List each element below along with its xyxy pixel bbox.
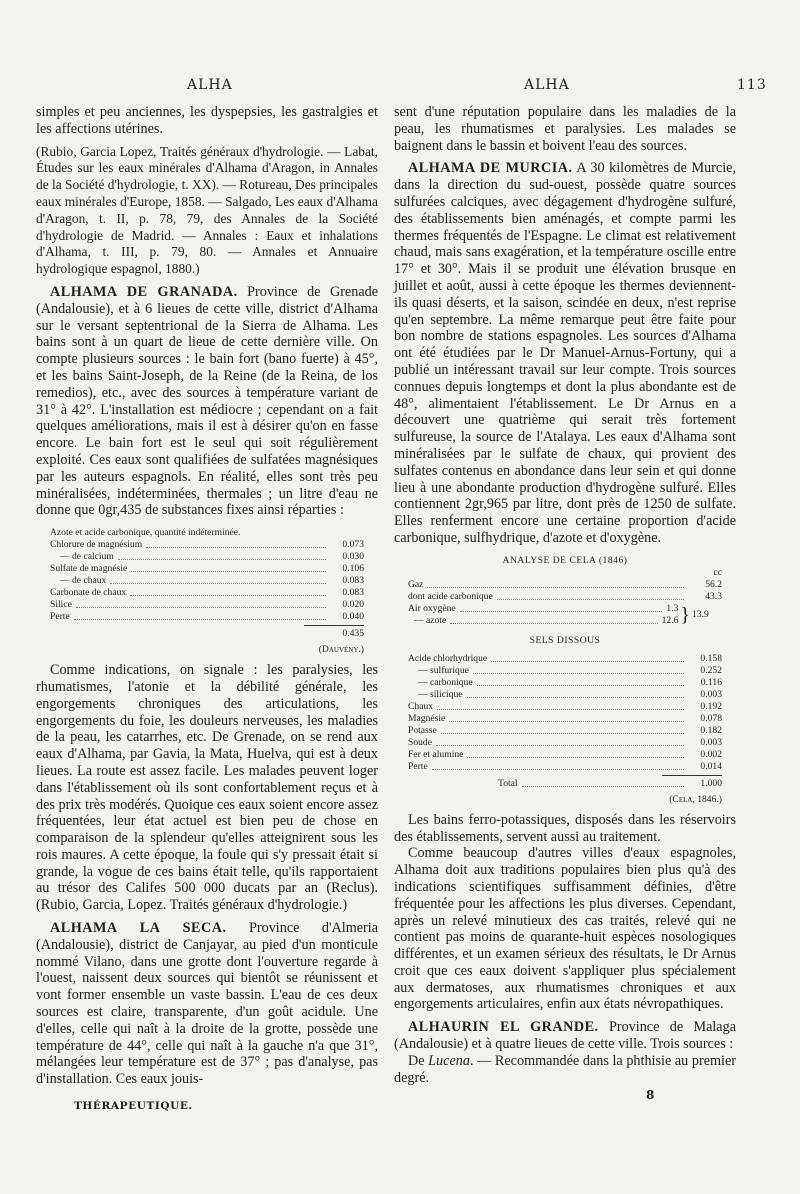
headword: ALHAMA DE GRANADA. [50, 283, 238, 300]
table-source: (Dauvény.) [318, 644, 364, 656]
entry-text: Province de Malaga (Andalousie) et à quatre lieues de cette ville. Trois sources : [394, 1019, 736, 1053]
leader-dots [436, 745, 684, 746]
table-row [50, 539, 364, 551]
alhama-la-seca-entry [36, 920, 378, 1088]
left-running-head: ALHA [187, 77, 233, 93]
right-paragraph-indications: Comme beaucoup d'autres villes d'eaux espagnoles, Alhama doit aux traditions populaires bien plus qu'à des indications scientifiques suffisamment définies, d'être fréquentée pour les affections les plus diverses. Cependant, après un relevé minutieux des cas traités, relevé qui ne contient pas moins de quarante-huit espèces nosologiques différentes, et un examen sérieux des résultats, le Dr Arnus croit que ces eaux doivent s'appliquer plus spécialement aux dermatoses, aux rhumatismes chroniques et aux engorgements articulaires, enfin aux états névropathiques. [394, 845, 736, 1013]
row-label: Chaux [408, 700, 434, 712]
table-row [408, 713, 722, 725]
lucena-name: Lucena [428, 1052, 470, 1069]
row-value: 0.020 [342, 599, 364, 611]
sum-rule [304, 625, 364, 626]
table-row [50, 599, 364, 611]
row-label: Sulfate de magnésie [50, 563, 128, 575]
entry-text: Province de Grenade (Andalousie), et à 6 lieues de cette ville, district d'Alhama sur le versant septentrional de la Sierra de Alhama. Les bains sont à un quart de lieue de cette dernière ville. On compte plusieurs sources : le bain fort (bano fuerte) à 45°, et les bains Saint-Joseph, de la Reine (de la Reina, de los remedios), etc., avec des sources à température variant de 31° à 42°. L'installation est médiocre ; cependant on a fait quelques améliorations, mais il est à désirer qu'on en fasse encore. Le bain fort est le seul qui soit régulièrement exploité. Ces eaux sont qualifiées de sulfatées magnésiques par les auteurs espagnols. En réalité, elles sont très peu minéralisées, indéterminées, thermales ; un litre d'eau ne donne que 0gr,435 de substances fixes ainsi réparties : [36, 283, 379, 519]
table-row [408, 689, 722, 701]
row-label: Perte [408, 760, 428, 772]
air-sum: 13.9 [692, 608, 709, 620]
air-oxygen-value: 1.3 [666, 602, 679, 614]
table-row [408, 591, 722, 603]
row-label: Chlorure de magnésium [50, 539, 143, 551]
sum-rule [662, 775, 722, 776]
row-value: 0.030 [342, 551, 364, 563]
row-label: Carbonate de chaux [50, 587, 127, 599]
row-value: 0.040 [342, 611, 364, 623]
leader-dots [477, 685, 684, 686]
row-value: 0.083 [342, 575, 364, 587]
leader-dots [118, 559, 326, 560]
row-value: 0.002 [700, 748, 722, 760]
table-row [50, 587, 364, 599]
lucena-lead: De [408, 1052, 429, 1069]
air-row [408, 603, 722, 627]
row-label: — de calcium [60, 551, 114, 563]
leader-dots [110, 583, 326, 584]
air-oxygen-label: Air oxygène [408, 602, 456, 614]
total-value: 1.000 [700, 777, 722, 789]
left-paragraph-indications: Comme indications, on signale : les paralysies, les rhumatismes, l'atonie et la débilité générale, les engorgements chroniques des articulations, les engorgements du foie, les douleurs nerveuses, les maladies de la peau, les catarrhes, etc. De Grenade, on se rend aux eaux d'Alhama, par Gavia, la Mata, Huelva, qui est à deux lieues. La route est assez facile. Les malades peuvent loger dans l'établissement où ils sont confortablement reçus et à des prix très modérés. Quoique ces eaux soient encore assez fréquentées, leur état actuel est bien peu de chose en comparaison de la splendeur qu'elles atteignirent sous les rois maures. A cette époque, la foule qui s'y pressait était si grande, la vogue de ces bains était telle, qu'ils rapportaient au trésor des Califes 500 000 ducats par an (Reclus). (Rubio, Garcia, Lopez. Traités généraux d'hydrologie.) [36, 662, 378, 914]
leader-dots [491, 661, 684, 662]
table-row [50, 551, 364, 563]
row-value: 0.252 [700, 664, 722, 676]
table-unit: cc [713, 566, 722, 578]
air-nitrogen-label: — azote [414, 614, 447, 626]
row-label: — sulfurique [418, 664, 469, 676]
row-label: — de chaux [60, 575, 107, 587]
row-label: dont acide carbonique [408, 590, 493, 602]
row-value: 0.083 [342, 587, 364, 599]
row-label: Potasse [408, 724, 437, 736]
row-value: 0.158 [700, 652, 722, 664]
headword: ALHAURIN EL GRANDE. [408, 1019, 599, 1036]
table-row [408, 653, 722, 665]
table-row [408, 677, 722, 689]
entry-text: Province d'Almeria (Andalousie), district de Canjayar, au pied d'un monticule nommé Vilano, dans une grotte dont l'ouverture regarde à l'ouest, naissent deux sources qui bientôt se réunissent et vont former ensemble un vaste bassin. L'eau de ces deux sources est claire, transparente, d'un goût acidule. Une d'elles, celle qui naît à la droite de la grotte, possède une température de 44°, celle qui naît à la gauche n'a que 31°, mélangées leur température est de 37° ; pas d'analyse, pas d'installation. Ces eaux jouis- [36, 920, 378, 1088]
left-paragraph-1: simples et peu anciennes, les dyspepsies, les gastralgies et les affections utérines. [36, 104, 378, 137]
row-value: 43.3 [705, 590, 722, 602]
row-label: — silicique [418, 688, 463, 700]
row-label: Acide chlorhydrique [408, 652, 488, 664]
right-paragraph-baths: Les bains ferro-potassiques, disposés dans les réservoirs des établissements, servent aussi au traitement. [394, 811, 736, 845]
row-label: Silice [50, 599, 72, 611]
table-rows [50, 539, 364, 623]
leader-dots [467, 697, 685, 698]
row-value: 0.116 [700, 676, 722, 688]
headword: ALHAMA LA SECA. [50, 920, 227, 937]
alhama-de-granada-entry [36, 284, 378, 519]
table-row [50, 563, 364, 575]
leader-dots [497, 599, 684, 600]
leader-dots [427, 587, 684, 588]
leader-dots [76, 607, 326, 608]
table-total: 0.435 [342, 628, 364, 640]
row-value: 0.192 [700, 700, 722, 712]
total-row [408, 778, 722, 790]
left-references: (Rubio, Garcia Lopez, Traités généraux d'hydrologie. — Labat, Études sur les eaux minérales d'Alhama d'Aragon, in Annales de la Société d'hydrologie, t. XX). — Rotureau, Des principales eaux minérales d'Europe, 1858. — Salgado, Les eaux d'Alhama d'Aragon, t. II, p. 78, 79, des Annales de la Société d'hydrologie de Madrid. — Annales : Eaux et inhalations d'Alhama, t. III, p. 79, 80. — Annales et Annuaire hydrologique espagnol, 1880.) [36, 143, 378, 277]
table-row [50, 611, 364, 623]
row-label: Fer et alumine [408, 748, 464, 760]
row-label: Soude [408, 736, 432, 748]
gas-rows [408, 579, 722, 603]
analysis-table-granada [36, 527, 378, 656]
leader-dots [441, 733, 684, 734]
entry-text: A 30 kilomètres de Murcie, dans la direction du sud-ouest, possède quatre sources sulfurées calciques, avec dégagement d'hydrogène sulfuré, des établissements bien aménagés, et compte parmi les thermes fréquentés de l'Espagne. Le climat est relativement chaud, mais sans exagération, et la température oscille entre 17° et 30°. Mais il se produit une élévation brusque en juillet et août, aussi à cette époque les thermes deviennent-ils quasi déserts, et la saison, scindée en deux, n'est reprise qu'en septembre. La même remarque peut être faite pour bon nombre de stations espagnoles. Les sources d'Alhama ont été étudiées par le Dr Manuel-Arnus-Fortuny, qui a publié un intéressant travail sur leur compte. Trois sources connues depuis longtemps et dont la plus abondante est de 48°, alimentaient l'établissement. Le Dr Arnus en a découvert une quatrième qui serait très fortement sulfureuse, la source de l'Atalaya. Les eaux d'Alhama sont minéralisées par le sulfate de chaux, qui provient des sulfates contenus en abondance dans leur sein et qui donne lieu à une abondante production d'hydrogène sulfuré. Elles contiennent 2gr,965 par litre, dont près de 1250 de sulfate. Elles renferment encore une certaine proportion d'acide carbonique, sulfhydrique, d'azote et d'oxygène. [394, 160, 736, 546]
leader-dots [432, 769, 684, 770]
footer-signature: THÉRAPEUTIQUE. [74, 1100, 193, 1112]
right-paragraph-1: sent d'une réputation populaire dans les maladies de la peau, les rhumatismes et paralysies. Les malades se baignent dans le bassin et boivent l'eau des sources. [394, 104, 736, 154]
row-value: 0.014 [700, 760, 722, 772]
table-row [408, 737, 722, 749]
row-value: 0.003 [700, 688, 722, 700]
right-column [394, 104, 736, 1086]
table-row [408, 701, 722, 713]
leader-dots [467, 757, 684, 758]
left-column [36, 104, 378, 1088]
alhama-de-murcia-entry [394, 160, 736, 546]
leader-dots [130, 595, 326, 596]
row-label: Gaz [408, 578, 424, 590]
row-value: 0.078 [700, 712, 722, 724]
table-intro: Azote et acide carbonique, quantité indéterminée. [50, 527, 241, 539]
alhaurin-el-grande-entry [394, 1019, 736, 1053]
table-subtitle: SELS DISSOUS [529, 634, 601, 646]
row-value: 0.182 [700, 724, 722, 736]
salt-rows [408, 653, 722, 773]
table-row [50, 575, 364, 587]
row-label: Magnésie [408, 712, 446, 724]
leader-dots [74, 619, 326, 620]
table-source: (Cela, 1846.) [669, 793, 722, 805]
table-row [408, 725, 722, 737]
leader-dots [146, 547, 326, 548]
row-label: — carbonique [418, 676, 473, 688]
page-number: 113 [737, 77, 767, 93]
table-row [408, 761, 722, 773]
signature-mark: 8 [646, 1088, 655, 1102]
row-value: 0.073 [342, 539, 364, 551]
table-row [408, 579, 722, 591]
right-running-head: ALHA [524, 77, 570, 93]
total-label: Total [498, 777, 518, 789]
analysis-table-murcia [394, 555, 736, 806]
row-value: 56.2 [705, 578, 722, 590]
brace-glyph: } [680, 603, 690, 626]
air-nitrogen-value: 12.6 [661, 614, 679, 626]
leader-dots [473, 673, 684, 674]
row-value: 0.003 [700, 736, 722, 748]
table-row [408, 749, 722, 761]
leader-dots [131, 571, 326, 572]
leader-dots [449, 721, 684, 722]
lucena-text: . — Recommandée dans la phthisie au premier degré. [394, 1052, 736, 1086]
headword: ALHAMA DE MURCIA. [408, 160, 573, 177]
leader-dots [437, 709, 684, 710]
lucena-source [394, 1053, 736, 1087]
row-value: 0.106 [342, 563, 364, 575]
table-row [408, 665, 722, 677]
row-label: Perte [50, 611, 70, 623]
table-title: ANALYSE DE CELA (1846) [502, 554, 628, 566]
